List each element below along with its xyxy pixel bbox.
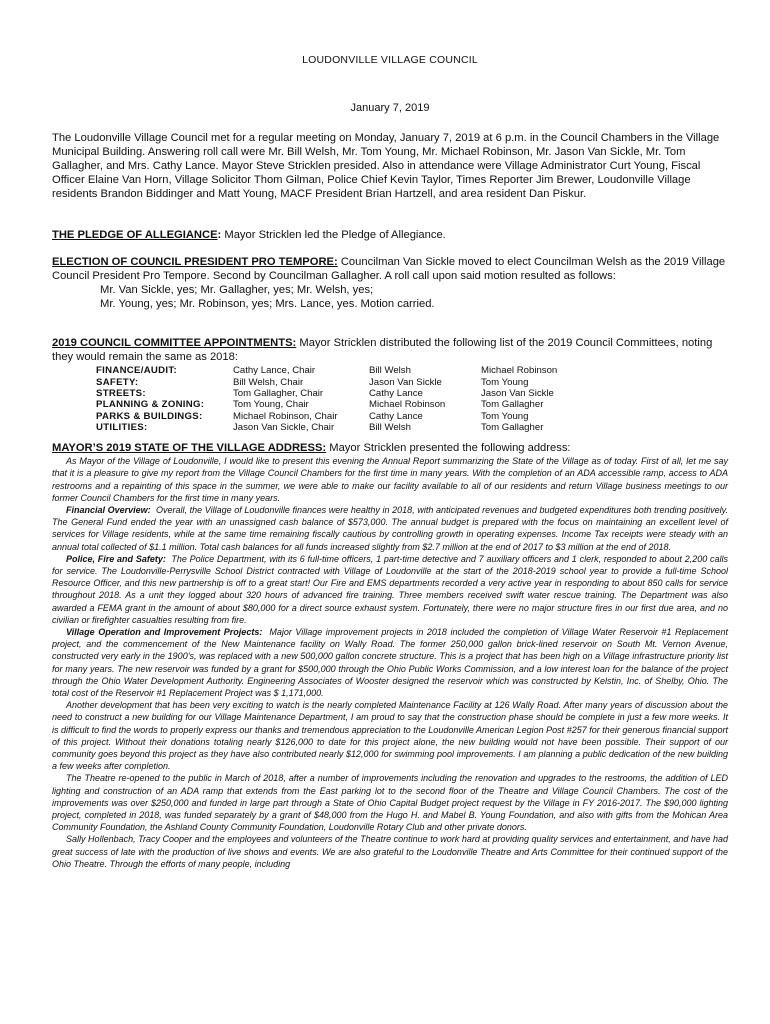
table-row: PLANNING & ZONING: Tom Young, Chair Michael Robinson Tom Gallagher [96, 399, 544, 411]
vote-line-2: Mr. Young, yes; Mr. Robinson, yes; Mrs. Lance, yes. Motion carried. [100, 298, 435, 311]
committees-text: Mayor Stricklen distributed the following list of the 2019 Council Committees, noting they would remain the same as 2018: [52, 337, 713, 364]
address-section [52, 441, 728, 870]
pledge-heading: THE PLEDGE OF ALLEGIANCE [52, 229, 218, 241]
table-row: PARKS & BUILDINGS: Michael Robinson, Chair Cathy Lance Tom Young [96, 410, 529, 422]
address-paragraph: The Theatre re-opened to the public in March of 2018, after a number of improvements including the renovation and upgrades to the restrooms, the addition of LED lighting and construction of an ADA ramp that extends from the East parking lot to the second floor of the Theatre and Village Council Chambers. The cost of the improvements was over $250,000 and funded in large part through a State of Ohio Capital Budget project request by the Village in FY 2016-2017. The $90,000 lighting project, completed in 2018, was funded separately by a grant of $48,000 from the Hugo H. and Mabel B. Young Foundation, and also with gifts from the Mohican Area Community Foundation, the Ashland County Community Foundation, Loudonville Rotary Club and other private donors. [52, 773, 728, 833]
election-heading: ELECTION OF COUNCIL PRESIDENT PRO TEMPORE: [52, 256, 338, 268]
improvement-projects-title: Village Operation and Improvement Projects: [66, 626, 263, 637]
address-heading: MAYOR’S 2019 STATE OF THE VILLAGE ADDRESS: [52, 442, 327, 454]
address-paragraph: Financial Overview: Overall, the Village of Loudonville finances were healthy in 2018, with anticipated revenues and budgeted expenditures both trending positively. The General Fund ended the year with an unassigned cash balance of $573,000. The annual budget is prepared with the focus on maintaining an excellent level of services for Village residents, while at the same time remaining fiscally cautious by controlling growth in operating expenses. Income Tax receipts were steady with an annual total collected of $1.1 million. Total cash balances for all funds increased slightly from $2.7 million at the end of 2017 to $3 million at the end of 2018. [52, 504, 728, 552]
committees-section [52, 336, 728, 434]
vote-line-1: Mr. Van Sickle, yes; Mr. Gallagher, yes; Mr. Welsh, yes; [100, 284, 374, 297]
financial-overview-title: Financial Overview: [66, 504, 151, 515]
committees-heading: 2019 COUNCIL COMMITTEE APPOINTMENTS: [52, 337, 297, 349]
election-section [52, 255, 728, 311]
address-paragraph: Village Operation and Improvement Projects: Major Village improvement projects in 2018 included the completion of Village Water Reservoir #1 Replacement project, and the commencement of the New Maintenance facility on Wally Road. The former 250,000 gallon brick-lined reservoir on South Mt. Vernon Avenue, constructed very early in the 1900’s, was replaced with a new 500,000 gallon concrete structure. This is a project that has been high on a Village infrastructure priority list for many years. The new reservoir was funded by a grant for $500,000 through the Ohio Public Works Commission, and a low interest loan for the balance of the project through the Ohio Water Development Authority. Engineering Associates of Wooster designed the reservoir which was constructed by Kelstin, Inc. of Shelby, Ohio. The total cost of the Reservoir #1 Replacement Project was $ 1,171,000. [52, 626, 728, 698]
address-paragraph: Police, Fire and Safety: The Police Department, with its 6 full-time officers, 1 part-time detective and 7 auxiliary officers and 1 clerk, responded to about 2,200 calls for service. The Loudonville-Perrysville School District contracted with Village of Loudonville at the start of the 2018-2019 school year to provide a full-time School Resource Officer, and this new partnership is off to a great start! Our Fire and EMS departments recorded a very active year in responding to about 850 calls for service throughout 2018. As a unit they logged about 320 hours of advanced fire training. Three members received swift water rescue training. The Department was also awarded a FEMA grant in the amount of about $80,000 for a direct source exhaust system. Fortunately, there were no major structure fires in our first due area, and no civilian or firefighter casualties resulting from fire. [52, 553, 728, 625]
address-paragraph: As Mayor of the Village of Loudonville, I would like to present this evening the Annual Report summarizing the State of the Village as of today. First of all, let me say that it is a pleasure to give my report from the Village Council Chambers for the first time in many years. With the completion of an ADA accessible ramp, access to ADA restrooms and a repainting of this space in the summer, we were able to make our facility available to all of our residents and return Village business meetings to our former Council Chambers for the first time in many years. [52, 456, 728, 503]
pledge-section: THE PLEDGE OF ALLEGIANCE: Mayor Stricklen led the Pledge of Allegiance. [52, 229, 446, 241]
table-row: SAFETY: Bill Welsh, Chair Jason Van Sickle Tom Young [96, 376, 529, 388]
address-paragraph: Sally Hollenbach, Tracy Cooper and the employees and volunteers of the Theatre continue to work hard at providing quality services and entertainment, and have had great success of late with the production of live shows and events. We are also grateful to the Loudonville Theatre and Arts Committee for their continued support of the Ohio Theatre. Through the efforts of many people, including [52, 834, 728, 869]
table-row: STREETS: Tom Gallagher, Chair Cathy Lance Jason Van Sickle [96, 388, 554, 399]
intro-paragraph: The Loudonville Village Council met for a regular meeting on Monday, January 7, 2019 at 6 p.m. in the Council Chambers in the Village Municipal Building. Answering roll call were Mr. Bill Welsh, Mr. Tom Young, Mr. Michael Robinson, Mr. Jason Van Sickle, Mr. Tom Gallagher, and Mrs. Cathy Lance. Mayor Steve Stricklen presided. Also in attendance were Village Administrator Curt Young, Fiscal Officer Elaine Van Horn, Village Solicitor Thom Gilman, Police Chief Kevin Taylor, Times Reporter Jim Brewer, Loudonville Village residents Brandon Biddinger and Matt Young, MACF President Brian Hartzell, and area resident Dan Piskur. [52, 132, 720, 201]
table-row: FINANCE/AUDIT: Cathy Lance, Chair Bill Welsh Michael Robinson [96, 365, 558, 377]
police-fire-title: Police, Fire and Safety: [66, 553, 166, 564]
pledge-text: Mayor Stricklen led the Pledge of Allegiance. [224, 229, 446, 241]
meeting-date: January 7, 2019 [350, 102, 430, 114]
document-title: LOUDONVILLE VILLAGE COUNCIL [302, 54, 478, 66]
election-text: Councilman Van Sickle moved to elect Councilman Welsh as the 2019 Village Council President Pro Tempore. Second by Councilman Gallagher. A roll call upon said motion resulted as follows: [52, 256, 726, 283]
committee-table [96, 365, 557, 433]
table-row: UTILITIES: Jason Van Sickle, Chair Bill Welsh Tom Gallagher [96, 422, 544, 434]
address-text: Mayor Stricklen presented the following address: [329, 442, 571, 454]
address-paragraph: Another development that has been very exciting to watch is the nearly completed Maintenance Facility at 126 Wally Road. After many years of discussion about the need to construct a new building for our Village Maintenance Department, I am proud to say that the construction phase should be complete in just a few more weeks. It is difficult to find the words to properly express our thanks and tremendous appreciation to the Loudonville American Legion Post #257 for their generous financial support of this project. Without their donations totaling nearly $126,000 to date for this project alone, the new building would not have been possible. Their support of our community goes beyond this project as they have also contributed nearly $12,000 for swimming pool improvements. I am planning a public dedication of the new building a few weeks after completion. [52, 700, 728, 772]
